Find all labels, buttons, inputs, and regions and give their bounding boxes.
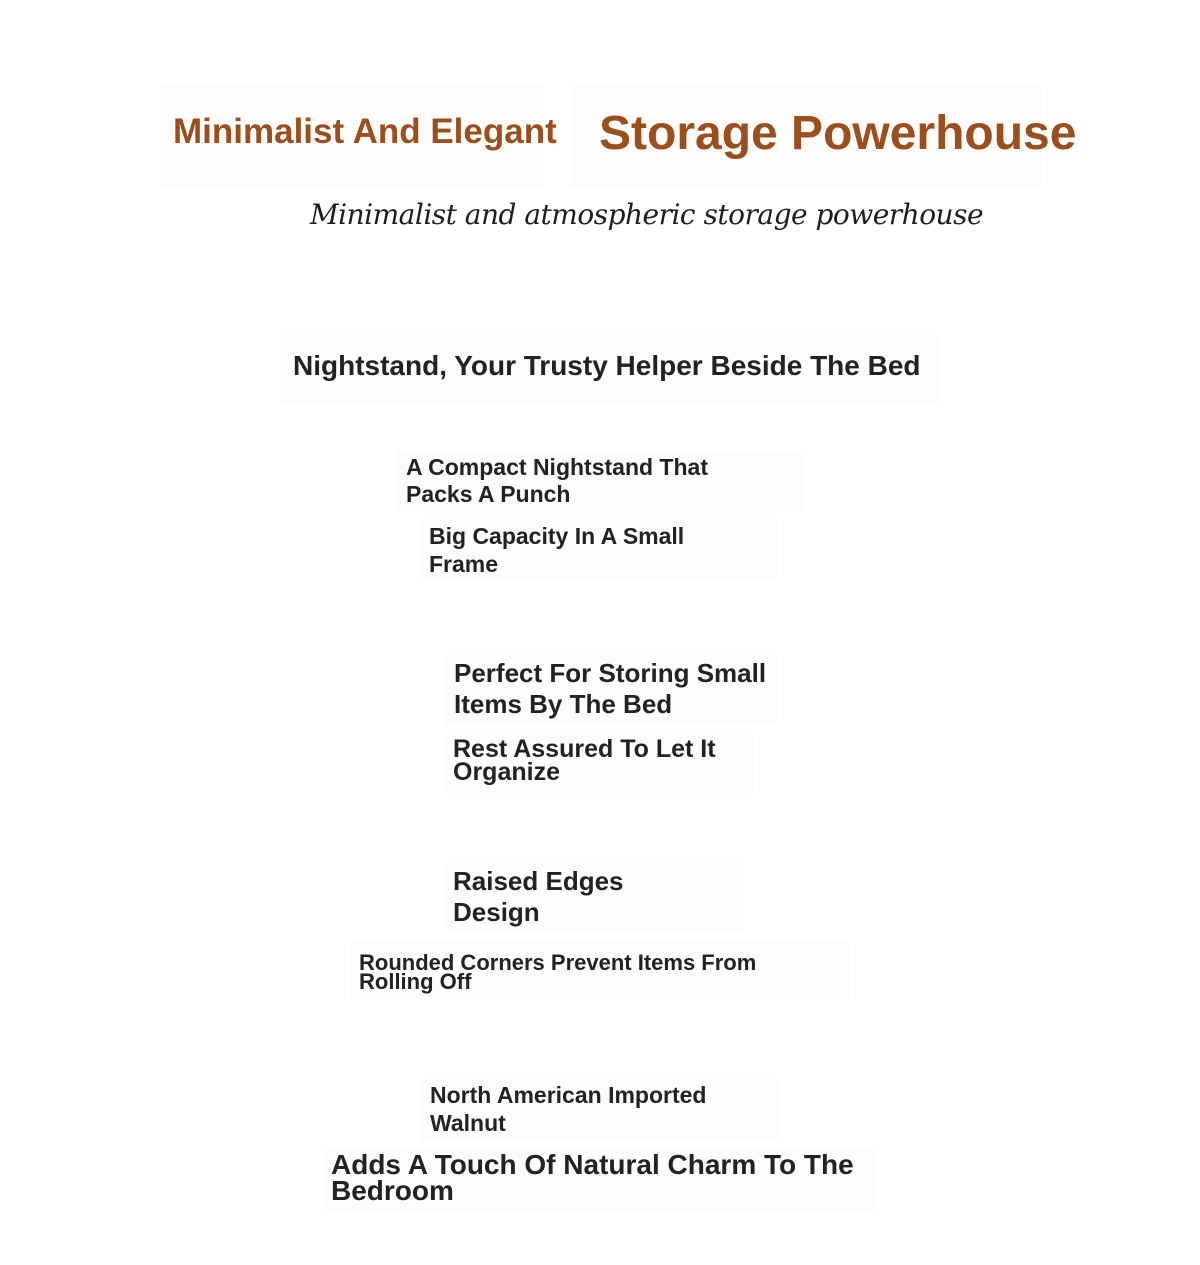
feature-3-title-text: Raised Edges Design	[453, 866, 624, 927]
feature-4-text	[322, 1146, 878, 1214]
feature-3-text	[350, 940, 850, 1000]
title-left-text: Minimalist And Elegant	[173, 112, 557, 151]
title-left	[160, 82, 557, 188]
title-right-text: Storage Powerhouse	[599, 107, 1077, 160]
intro-heading	[280, 334, 942, 406]
feature-4-text-text: Adds A Touch Of Natural Charm To The Bedroom	[331, 1149, 854, 1206]
feature-2-text-text: Rest Assured To Let It Organize	[453, 735, 716, 786]
subtitle: Minimalist and atmospheric storage powerhouse	[310, 198, 984, 231]
intro-heading-text: Nightstand, Your Trusty Helper Beside The Bed	[293, 350, 921, 381]
feature-1-text-text: Big Capacity In A Small Frame	[429, 523, 685, 577]
feature-3-title	[444, 862, 744, 932]
feature-1-title	[396, 450, 806, 512]
feature-3-text-text: Rounded Corners Prevent Items From Rolling Off	[359, 950, 757, 994]
feature-1-text	[418, 518, 778, 582]
feature-4-title-text: North American Imported Walnut	[430, 1082, 707, 1136]
title-right	[570, 82, 1077, 188]
feature-1-title-text: A Compact Nightstand That Packs A Punch	[406, 454, 708, 507]
feature-2-text	[444, 734, 754, 794]
feature-4-title	[420, 1078, 782, 1142]
feature-2-title-text: Perfect For Storing Small Items By The Bed	[454, 658, 767, 719]
feature-2-title	[444, 654, 778, 726]
